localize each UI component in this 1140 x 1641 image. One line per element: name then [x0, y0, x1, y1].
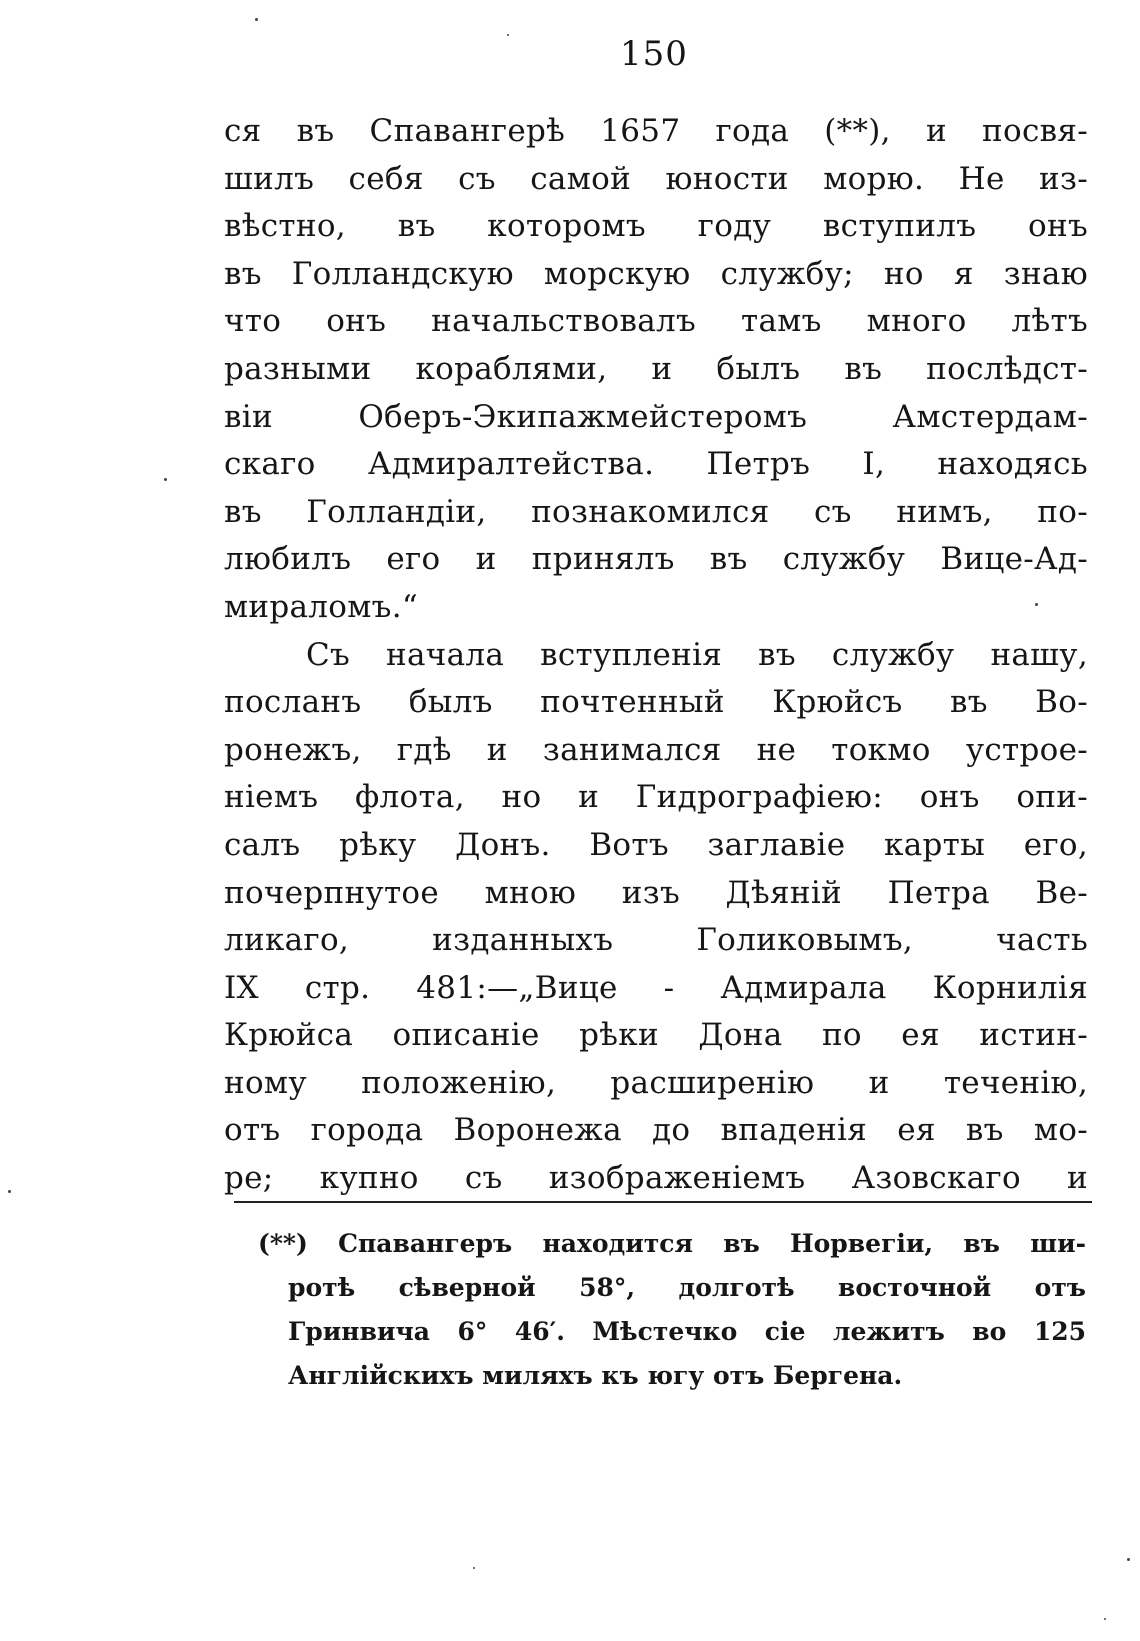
text-line: любилъ его и принялъ въ службу Вице-Ад- — [224, 541, 1088, 578]
text-line: въ Голландскую морскую службу; но я знаю — [224, 255, 1088, 292]
scan-speck — [164, 478, 167, 481]
footnote — [258, 1222, 1086, 1398]
text-line: въ Голландіи, познакомился съ нимъ, по- — [224, 493, 1088, 530]
text-line: ликаго, изданныхъ Голиковымъ, часть — [224, 922, 1088, 959]
scan-speck — [1035, 603, 1038, 606]
footnote-divider — [234, 1201, 1092, 1203]
text-line: разными кораблями, и былъ въ послѣдст- — [224, 350, 1088, 387]
scan-speck — [8, 1190, 11, 1193]
text-line: IX стр. 481:—„Вице - Адмирала Корнилія — [224, 969, 1088, 1006]
page-number: 150 — [620, 34, 688, 74]
paragraph-first-line: Съ начала вступленія въ службу нашу, — [306, 636, 1088, 673]
text-line: посланъ былъ почтенный Крюйсъ въ Во- — [224, 684, 1088, 721]
text-line: мираломъ.“ — [224, 588, 418, 625]
scan-speck — [507, 34, 509, 36]
text-line: віи Оберъ-Экипажмейстеромъ Амстердам- — [224, 398, 1088, 435]
scan-speck — [1127, 1558, 1130, 1561]
footnote-line: Гринвича 6° 46′. Мѣстечко сіе лежитъ во 125 — [288, 1317, 1086, 1346]
text-line: что онъ начальствовалъ тамъ много лѣтъ — [224, 303, 1088, 340]
scan-speck — [255, 18, 258, 21]
scan-speck — [1104, 1618, 1106, 1620]
text-line: шилъ себя съ самой юности морю. Не из- — [224, 160, 1088, 197]
text-line: ному положенію, расширенію и теченію, — [224, 1064, 1088, 1101]
text-line: Крюйса описаніе рѣки Дона по ея истин- — [224, 1017, 1088, 1054]
text-line: отъ города Воронежа до впаденія ея въ мо- — [224, 1112, 1088, 1149]
footnote-line: ротѣ сѣверной 58°, долготѣ восточной отъ — [288, 1273, 1086, 1302]
text-line: ронежъ, гдѣ и занимался не токмо устрое- — [224, 731, 1088, 768]
footnote-line: (**) Спавангеръ находится въ Норвегіи, въ ши- — [258, 1229, 1086, 1258]
main-text — [224, 108, 1088, 1203]
text-line: скаго Адмиралтейства. Петръ I, находясь — [224, 446, 1088, 483]
text-line: ніемъ флота, но и Гидрографіею: онъ опи- — [224, 779, 1088, 816]
text-line: ся въ Спавангерѣ 1657 года (**), и посвя- — [224, 113, 1088, 149]
text-line: ре; купно съ изображеніемъ Азовскаго и — [224, 1160, 1088, 1197]
scan-speck — [473, 1567, 475, 1569]
text-line: вѣстно, въ которомъ году вступилъ онъ — [224, 208, 1088, 245]
text-line: почерпнутое мною изъ Дѣяній Петра Ве- — [224, 874, 1088, 911]
footnote-line: Англійскихъ миляхъ къ югу отъ Бергена. — [288, 1361, 903, 1390]
text-line: салъ рѣку Донъ. Вотъ заглавіе карты его, — [224, 826, 1088, 863]
